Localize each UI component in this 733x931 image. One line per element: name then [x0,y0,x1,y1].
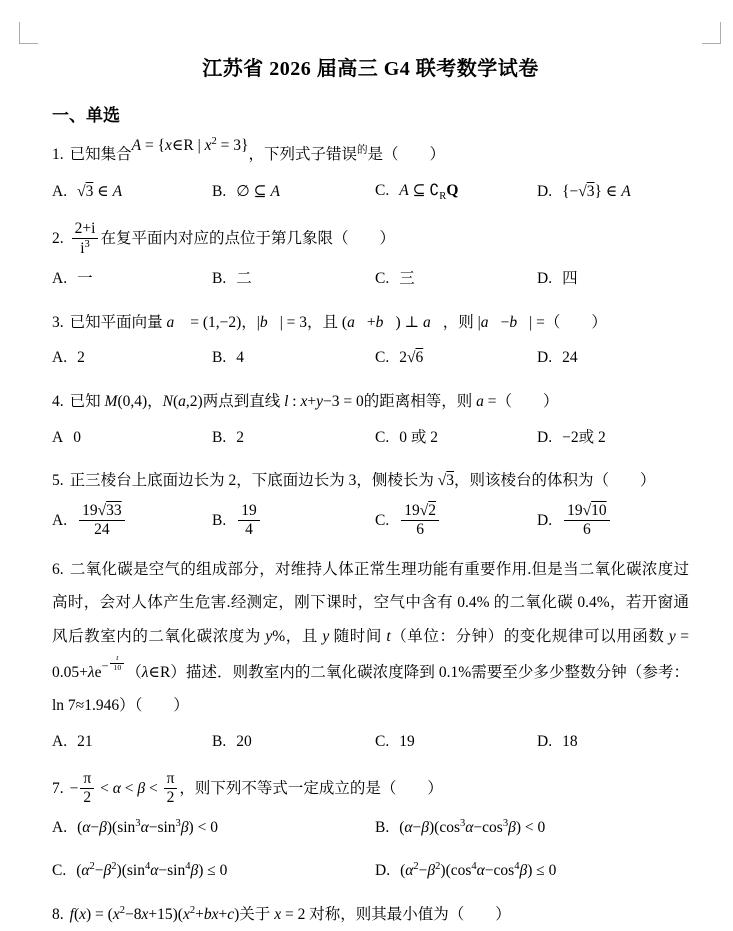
question-stem-text: 正三棱台上底面边长为 2，下底面边长为 3，侧棱长为 √3，则该棱台的体积为（ ） [69,472,656,490]
question-1-option-A [52,177,212,206]
option-value: 24 [562,349,578,367]
option-value: 0 [73,428,81,446]
option-label: A. [52,819,68,837]
question-number: 1. [52,146,64,163]
option-label: B. [212,428,227,446]
option-label: D. [537,270,553,288]
question-5-option-C [375,502,537,540]
question-stem-text: − $\frac{\pi}{2}$ < α < β < $\frac{\pi}{2}$ ，则下列不等式一定成立的是（ ） [69,769,443,807]
option-label: A. [52,349,68,367]
option-label: C. [375,733,390,751]
option-label: B. [212,349,227,367]
question-2-option-D [537,264,689,293]
question-1-option-C [375,176,537,207]
option-label: C. [375,511,390,529]
question-1-option-B [212,177,375,206]
question-5 [52,465,689,540]
question-number: 4. [52,392,64,410]
option-value: 2√6 [399,349,424,367]
option-label: A. [52,182,68,200]
option-value: 4 [236,349,244,367]
option-value: $(\alpha^2-\beta^2)(\sin^4\alpha-\sin^4\beta) \le 0$ [76,861,228,880]
option-value: 20 [236,733,252,751]
option-label: C. [52,862,67,880]
page-margin-corner-mark-right [702,22,721,44]
option-value: 2 [236,428,244,446]
option-value: −2或 2 [562,428,606,446]
option-value: 21 [77,733,93,751]
question-7-option-A [52,813,375,842]
question-2-option-B [212,264,375,293]
question-1 [52,136,689,207]
question-4-option-C [375,423,537,452]
question-2-option-A [52,264,212,293]
option-label: D. [537,733,553,751]
question-5-option-D [537,502,689,540]
option-label: B. [375,819,390,837]
question-2-options [52,264,689,293]
option-value: $\frac{19√33}{24}$ [77,512,127,529]
question-3-option-D [537,343,689,372]
question-stem-text: 二氧化碳是空气的组成部分，对维持人体正常生理功能有重要作用.但是当二氧化碳浓度过高时，会对人体产生危害.经测定，刚下课时，空气中含有 0.4% 的二氧化碳 0.4%，若开窗通风后教室内的二氧化碳浓度为 y%，且 y 随时间 t（单位：分钟）的变化规律可以用函数 $y = 0.05+\lambda e^{- \frac{t}{10}}$ （λ∈R）描述．则教室内的二氧化碳浓度降到 0.1%需要至少多少整数分钟（参考： ln 7≈1.946）（ ） [52,561,689,715]
option-label: A. [52,733,68,751]
option-value: $(\alpha^2-\beta^2)(\cos^4\alpha-\cos^4\beta) \le 0$ [400,861,557,880]
option-label: C. [375,428,390,446]
option-label: C. [375,181,390,199]
option-label: D. [537,428,553,446]
question-4 [52,386,689,452]
question-6-option-D [537,727,689,756]
question-stem-text: 已知集合A = {x∈R | $x^2 = 3$}，下列式子错误$^的$是（ ） [69,136,446,163]
option-value: 三 [399,270,415,288]
questions-container [52,136,689,931]
option-value: $\frac{19√2}{6}$ [399,512,441,529]
option-value: 18 [562,733,578,751]
question-number: 6. [52,561,64,579]
option-value: √3 ∈ A [77,182,123,200]
question-number: 8. [52,905,64,923]
option-value: $(\alpha-\beta)(\sin^3\alpha-\sin^3\beta) < 0$ [77,817,218,837]
question-3 [52,307,689,373]
option-label: A. [52,270,68,288]
option-value: A ⊆ $∁_RQ$ [399,181,459,202]
question-3-option-A [52,343,212,372]
question-2-stem [52,220,689,259]
question-number: 7. [52,779,64,797]
question-stem-text: 已知平面向量 a⃗ = (1,−2)，|b⃗| = 3，且 (a⃗+b⃗) ⊥ a⃗，则 |a⃗−b⃗| =（ ） [69,313,607,331]
question-4-option-D [537,423,689,452]
question-5-stem [52,465,689,497]
question-3-stem [52,307,689,339]
option-label: D. [537,349,553,367]
option-value: ∅ ⊆ A [236,182,280,200]
question-1-options [52,176,689,207]
question-6 [52,553,689,757]
option-value: 2 [77,349,85,367]
question-8 [52,899,689,931]
question-number: 3. [52,313,64,331]
option-value: $(\alpha-\beta)(\cos^3\alpha-\cos^3\beta) < 0$ [399,817,546,837]
option-label: A. [52,511,68,529]
option-value: 四 [562,270,578,288]
option-value: $\frac{19}{4}$ [236,512,262,529]
question-4-option-B [212,423,375,452]
option-value: {−√3} ∈ A [562,182,631,200]
question-7-option-D [375,856,689,885]
option-value: 19 [399,733,415,751]
question-6-option-B [212,727,375,756]
question-6-option-A [52,727,212,756]
question-5-options [52,502,689,540]
question-7-option-B [375,813,689,842]
question-4-stem [52,386,689,418]
question-1-stem [52,136,689,171]
question-6-option-C [375,727,537,756]
option-value: 0 或 2 [399,428,438,446]
question-5-option-B [212,502,375,540]
question-number: 2. [52,230,64,248]
option-label: B. [212,270,227,288]
option-label: B. [212,511,227,529]
option-value: $\frac{19√10}{6}$ [562,512,612,529]
question-1-option-D [537,177,689,206]
section-heading: 一、单选 [52,106,120,125]
question-4-option-A [52,423,212,452]
question-4-options [52,423,689,452]
question-3-option-C [375,343,537,372]
question-7 [52,770,689,886]
page-margin-corner-mark-left [19,22,38,44]
question-2-option-C [375,264,537,293]
option-label: B. [212,182,227,200]
option-label: D. [537,511,553,529]
question-7-stem [52,770,689,808]
option-label: C. [375,349,390,367]
question-number: 5. [52,472,64,490]
question-6-stem [52,553,689,722]
option-label: C. [375,270,390,288]
question-6-options [52,727,689,756]
question-7-option-C [52,856,375,885]
page-title: 江苏省 2026 届高三 G4 联考数学试卷 [202,58,539,80]
option-label: D. [537,182,553,200]
option-value: 一 [77,270,93,288]
option-value: 二 [236,270,252,288]
option-label: D. [375,862,391,880]
question-2 [52,220,689,294]
question-8-stem [52,899,689,931]
option-label: A [52,428,64,446]
question-5-option-A [52,502,212,540]
option-label: B. [212,733,227,751]
question-7-options [52,813,689,886]
question-3-options [52,343,689,372]
question-3-option-B [212,343,375,372]
question-stem-text: $\frac{2+i}{i^3}$ 在复平面内对应的点位于第几象限（ ） [70,230,395,247]
question-stem-text: $f(x) = (x^2-8x+15)(x^2+bx+c)$关于 x = 2 对称，则其最小值为（ ） [69,904,511,923]
question-stem-text: 已知 M(0,4)，N(a,2)两点到直线 l : x+y−3 = 0的距离相等，则 a =（ ） [69,392,559,410]
